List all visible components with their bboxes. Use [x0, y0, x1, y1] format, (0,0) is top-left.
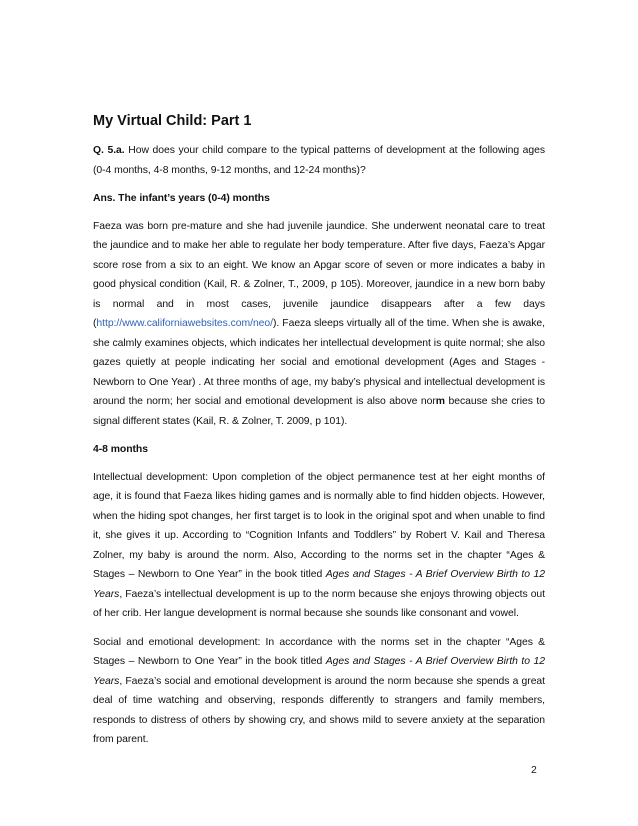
- californiawebsites-link[interactable]: http://www.californiawebsites.com/neo/: [96, 318, 273, 329]
- p2-book-title: Ages and Stages - A Brief Overview Birth to 12 Years: [93, 569, 545, 600]
- p1-bold-letter: m: [435, 396, 445, 407]
- page-content: [93, 113, 545, 759]
- answer-heading: Ans. The infant’s years (0-4) months: [93, 193, 270, 204]
- p3-book-title: Ages and Stages - A Brief Overview Birth to 12 Years: [93, 656, 545, 687]
- question-paragraph: [93, 141, 545, 180]
- page-number: 2: [531, 765, 537, 776]
- p1-text-before-link: Faeza was born pre-mature and she had juvenile jaundice. She underwent neonatal care to treat the jaundice and to make her able to regulate her body temperature. After five days, Faeza’s Apgar score rose from a six to an eight. We know an Apgar score of seven or more indicates a baby in good physical condition (Kail, R. & Zolner, T., 2009, p 105). Moreover, jaundice in a new born baby is normal and in most cases, juvenile jaundice disappears after a few days (: [93, 220, 545, 329]
- intellectual-development-paragraph: [93, 468, 545, 624]
- p1-text-end: because she cries to signal different states (Kail, R. & Zolner, T. 2009, p 101).: [93, 396, 545, 427]
- p3-text-end: , Faeza’s social and emotional development is around the norm because she spends a great deal of time watching and observing, responds differently to strangers and family members, responds to distress of others by showing cry, and shows mild to severe anxiety at the separation from parent.: [93, 675, 545, 745]
- p3-text-start: Social and emotional development: In accordance with the norms set in the chapter “Ages & Stages – Newborn to One Year” in the book titled: [93, 636, 545, 667]
- section-heading-4-8-months: 4-8 months: [93, 444, 148, 455]
- page-title: My Virtual Child: Part 1: [93, 113, 252, 129]
- p2-text-end: , Faeza’s intellectual development is up to the norm because she enjoys throwing objects out of her crib. Her langue development is normal because she sounds like consonant and vowel.: [93, 588, 545, 619]
- infant-years-paragraph: [93, 217, 545, 432]
- p1-text-after-link: ). Faeza sleeps virtually all of the time. When she is awake, she calmly examines objects, which indicates her intellectual development is quite normal; she also gazes quietly at people indicating her social and emotional development (Ages and Stages - Newborn to One Year) . At three months of age, my baby’s physical and intellectual development is around the norm; her social and emotional development is also above nor: [93, 318, 545, 407]
- question-text: How does your child compare to the typical patterns of development at the following ages (0-4 months, 4-8 months, 9-12 months, and 12-24 months)?: [93, 145, 545, 176]
- question-label: Q. 5.a.: [93, 145, 125, 156]
- p2-text-start: Intellectual development: Upon completion of the object permanence test at her eight months of age, it is found that Faeza likes hiding games and is normally able to find hidden objects. However, when the hiding spot changes, her first target is to look in the original spot and when unable to find it, she gives it up. According to “Cognition Infants and Toddlers” by Robert V. Kail and Theresa Zolner, my baby is around the norm. Also, According to the norms set in the chapter “Ages & Stages – Newborn to One Year” in the book titled: [93, 471, 545, 580]
- social-emotional-paragraph: [93, 633, 545, 750]
